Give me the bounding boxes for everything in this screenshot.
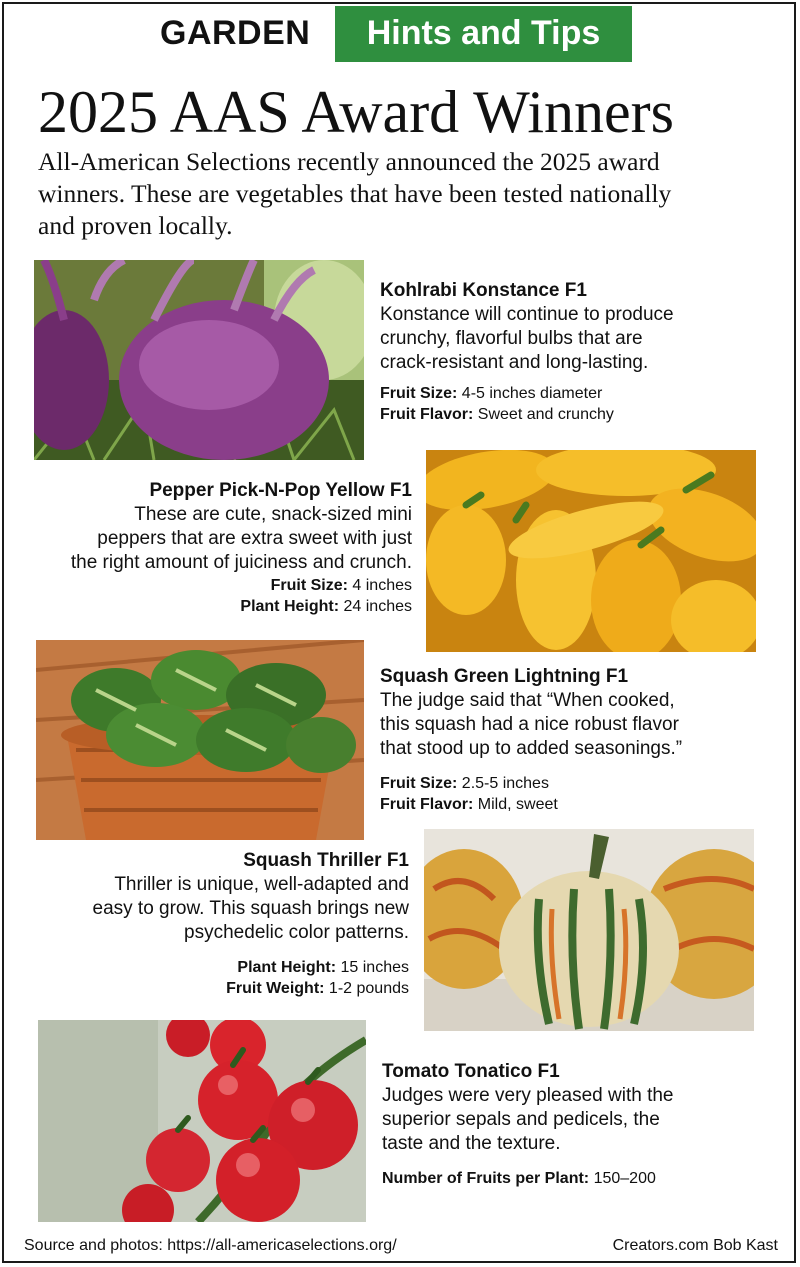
item-facts xyxy=(380,773,760,815)
fact-label: Fruit Weight: xyxy=(226,980,325,997)
item-desc xyxy=(382,1084,762,1156)
fact-row xyxy=(40,575,412,596)
item-kohlrabi xyxy=(380,279,760,425)
intro-line: winners. These are vegetables that have been tested nationally xyxy=(38,179,672,208)
page-title: 2025 AAS Award Winners xyxy=(38,79,674,145)
item-desc xyxy=(40,873,409,945)
fact-row xyxy=(380,773,760,794)
item-tomato xyxy=(382,1060,762,1189)
header-garden: GARDEN xyxy=(160,14,311,52)
fact-row xyxy=(40,978,409,999)
intro-line: All-American Selections recently announced the 2025 award xyxy=(38,147,660,176)
item-squash-thriller xyxy=(40,849,409,999)
fact-row xyxy=(40,596,412,617)
header-badge xyxy=(335,6,632,62)
item-facts xyxy=(40,957,409,999)
fact-row xyxy=(40,957,409,978)
fact-label: Fruit Flavor: xyxy=(380,406,474,423)
desc-line: taste and the texture. xyxy=(382,1133,561,1154)
desc-line: crack-resistant and long-lasting. xyxy=(380,352,649,373)
item-name: Tomato Tonatico F1 xyxy=(382,1061,560,1082)
fact-label: Plant Height: xyxy=(237,959,337,976)
fact-label: Plant Height: xyxy=(240,598,340,615)
intro-line: and proven locally. xyxy=(38,211,233,240)
squash-thriller-photo xyxy=(424,829,754,1031)
fact-value: 4 inches xyxy=(347,577,412,594)
kohlrabi-photo xyxy=(34,260,364,460)
fact-value: 4-5 inches diameter xyxy=(457,385,603,402)
fact-label: Fruit Size: xyxy=(380,775,458,792)
fact-label: Fruit Flavor: xyxy=(380,796,474,813)
fact-value: Mild, sweet xyxy=(473,796,558,813)
desc-line: These are cute, snack-sized mini xyxy=(134,504,412,525)
desc-line: this squash had a nice robust flavor xyxy=(380,714,679,735)
fact-value: 2.5-5 inches xyxy=(457,775,549,792)
desc-line: psychedelic color patterns. xyxy=(184,922,409,943)
item-facts xyxy=(380,383,760,425)
fact-label: Fruit Size: xyxy=(270,577,348,594)
fact-row xyxy=(380,794,760,815)
fact-value: Sweet and crunchy xyxy=(473,406,614,423)
item-facts xyxy=(40,575,412,617)
item-desc xyxy=(380,689,760,761)
item-name: Kohlrabi Konstance F1 xyxy=(380,280,587,301)
item-name: Pepper Pick-N-Pop Yellow F1 xyxy=(149,480,412,501)
desc-line: The judge said that “When cooked, xyxy=(380,690,675,711)
squash-green-lightning-photo xyxy=(36,640,364,840)
pepper-photo xyxy=(426,450,756,652)
fact-label: Number of Fruits per Plant: xyxy=(382,1170,590,1187)
item-squash-green-lightning xyxy=(380,665,760,815)
fact-value: 24 inches xyxy=(339,598,412,615)
item-desc xyxy=(40,503,412,575)
footer-source: Source and photos: https://all-americaselections.org/ xyxy=(24,1237,397,1254)
item-name: Squash Thriller F1 xyxy=(243,850,409,871)
header-hints-and-tips: Hints and Tips xyxy=(366,14,601,52)
desc-line: superior sepals and pedicels, the xyxy=(382,1109,660,1130)
desc-line: crunchy, flavorful bulbs that are xyxy=(380,328,643,349)
item-facts xyxy=(382,1168,762,1189)
fact-value: 150–200 xyxy=(589,1170,656,1187)
desc-line: Judges were very pleased with the xyxy=(382,1085,674,1106)
item-desc xyxy=(380,303,760,375)
tomato-photo xyxy=(38,1020,366,1222)
fact-label: Fruit Size: xyxy=(380,385,458,402)
fact-row xyxy=(382,1168,762,1189)
fact-value: 15 inches xyxy=(336,959,409,976)
fact-row xyxy=(380,383,760,404)
desc-line: Konstance will continue to produce xyxy=(380,304,674,325)
desc-line: Thriller is unique, well-adapted and xyxy=(114,874,409,895)
desc-line: easy to grow. This squash brings new xyxy=(92,898,409,919)
intro-paragraph xyxy=(38,146,758,242)
item-pepper xyxy=(40,479,412,617)
desc-line: that stood up to added seasonings.” xyxy=(380,738,683,759)
fact-row xyxy=(380,404,760,425)
fact-value: 1-2 pounds xyxy=(324,980,409,997)
desc-line: the right amount of juiciness and crunch. xyxy=(70,552,412,573)
item-name: Squash Green Lightning F1 xyxy=(380,666,629,687)
footer-credit: Creators.com Bob Kast xyxy=(612,1237,778,1254)
desc-line: peppers that are extra sweet with just xyxy=(97,528,412,549)
